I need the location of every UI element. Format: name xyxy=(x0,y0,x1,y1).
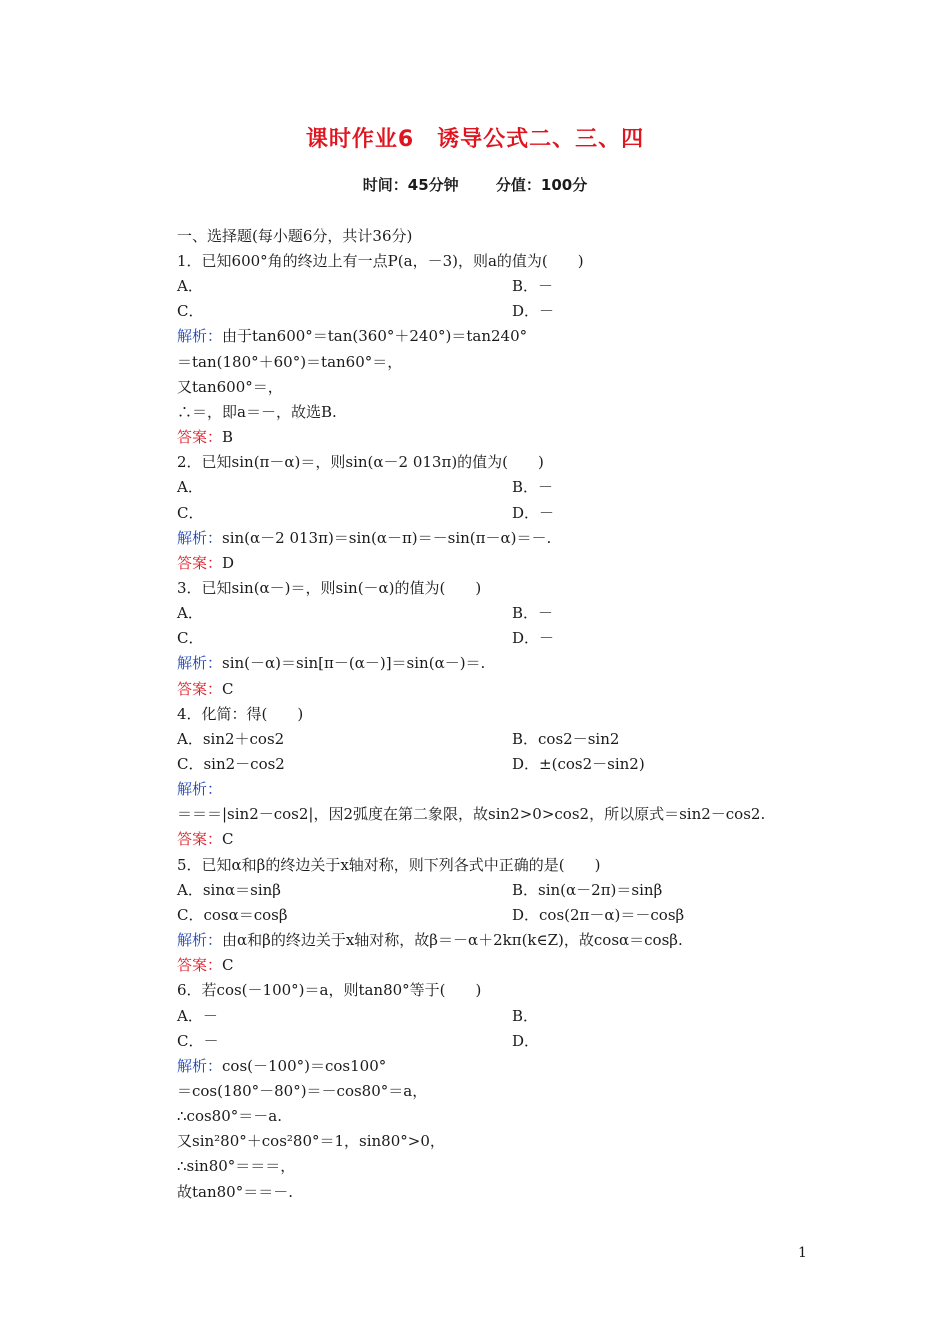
option-right: B．－ xyxy=(512,277,554,295)
time-limit: 时间：45分钟 xyxy=(362,176,459,194)
option-right: D．－ xyxy=(512,504,555,522)
line-text: A． xyxy=(177,604,203,622)
line-text: cos(－100°)＝cos100° xyxy=(222,1057,387,1075)
analysis-line xyxy=(177,928,683,953)
answer-label: 答案： xyxy=(177,830,223,848)
line-text: 3．已知sin(α－)＝，则sin(－α)的值为( ) xyxy=(177,579,482,597)
answer-line xyxy=(177,677,234,702)
analysis-line xyxy=(177,324,527,349)
line-text: C xyxy=(222,830,234,848)
line-text: ∴＝，即a＝－，故选B. xyxy=(177,403,337,421)
option-right: D．±(cos2－sin2) xyxy=(512,755,645,773)
text-line xyxy=(177,576,481,601)
option-right: B．sin(α－2π)＝sinβ xyxy=(512,881,663,899)
text-line xyxy=(177,802,765,827)
text-line xyxy=(177,400,337,425)
line-text: 6．若cos(－100°)＝a，则tan80°等于( ) xyxy=(177,981,482,999)
total-score: 分值：100分 xyxy=(495,176,588,194)
line-text: C． xyxy=(177,504,204,522)
line-text: C． xyxy=(177,302,204,320)
text-line xyxy=(177,274,203,299)
line-text: ＝tan(180°＋60°)＝tan60°＝， xyxy=(177,353,403,371)
line-text: A． xyxy=(177,478,203,496)
option-right: B． xyxy=(512,1007,539,1025)
line-text: 又tan600°＝， xyxy=(177,378,283,396)
option-right: D．－ xyxy=(512,302,555,320)
line-text: ∴cos80°＝－a. xyxy=(177,1107,282,1125)
line-text: A．－ xyxy=(177,1007,218,1025)
text-line xyxy=(177,299,203,324)
text-line xyxy=(177,626,203,651)
analysis-line xyxy=(177,651,485,676)
answer-line xyxy=(177,551,234,576)
line-text: 4．化简：得( ) xyxy=(177,705,304,723)
line-text: 由于tan600°＝tan(360°＋240°)＝tan240° xyxy=(222,327,528,345)
line-text: A．sinα＝sinβ xyxy=(177,881,281,899)
analysis-label: 解析： xyxy=(177,327,223,345)
answer-line xyxy=(177,827,234,852)
line-text: C．cosα＝cosβ xyxy=(177,906,288,924)
document-subtitle xyxy=(0,174,950,195)
line-text: C．sin2－cos2 xyxy=(177,755,285,773)
line-text: sin(－α)＝sin[π－(α－)]＝sin(α－)＝. xyxy=(222,654,486,672)
analysis-label: 解析： xyxy=(177,529,223,547)
line-text: A． xyxy=(177,277,203,295)
line-text: 5．已知α和β的终边关于x轴对称，则下列各式中正确的是( ) xyxy=(177,856,601,874)
option-right: B．－ xyxy=(512,604,554,622)
text-line xyxy=(177,450,544,475)
page-number: 1 xyxy=(798,1245,807,1261)
option-right: D．cos(2π－α)＝－cosβ xyxy=(512,906,685,924)
text-line xyxy=(177,249,584,274)
option-right: D．－ xyxy=(512,629,555,647)
analysis-label: 解析： xyxy=(177,780,223,798)
answer-label: 答案： xyxy=(177,680,223,698)
text-line xyxy=(177,878,281,903)
text-line xyxy=(177,375,283,400)
option-right: D． xyxy=(512,1032,540,1050)
line-text: 2．已知sin(π－α)＝，则sin(α－2 013π)的值为( ) xyxy=(177,453,544,471)
analysis-line xyxy=(177,526,551,551)
line-text: C． xyxy=(177,629,204,647)
text-line xyxy=(177,1129,445,1154)
text-line xyxy=(177,702,303,727)
line-text: 又sin²80°＋cos²80°＝1，sin80°>0， xyxy=(177,1132,445,1150)
analysis-label: 解析： xyxy=(177,654,223,672)
analysis-line xyxy=(177,777,222,802)
option-right: B．－ xyxy=(512,478,554,496)
text-line xyxy=(177,1180,293,1205)
answer-line xyxy=(177,425,233,450)
text-line xyxy=(177,501,203,526)
text-line xyxy=(177,1029,218,1054)
text-line xyxy=(177,475,203,500)
option-right: B．cos2－sin2 xyxy=(512,730,620,748)
text-line xyxy=(177,601,203,626)
line-text: ＝＝＝|sin2－cos2|，因2弧度在第二象限，故sin2>0>cos2，所以原式＝sin2－cos2. xyxy=(177,805,766,823)
text-line xyxy=(177,978,481,1003)
line-text: C．－ xyxy=(177,1032,219,1050)
text-line xyxy=(177,1079,427,1104)
line-text: A．sin2＋cos2 xyxy=(177,730,285,748)
line-text: ＝cos(180°－80°)＝－cos80°＝a， xyxy=(177,1082,428,1100)
section-heading: 一、选择题(每小题6分，共计36分) xyxy=(177,227,413,245)
line-text: ∴sin80°＝＝＝， xyxy=(177,1157,296,1175)
text-line xyxy=(177,1104,282,1129)
line-text: 由α和β的终边关于x轴对称，故β＝－α＋2kπ(k∈Z)，故cosα＝cosβ. xyxy=(222,931,683,949)
line-text: sin(α－2 013π)＝sin(α－π)＝－sin(π－α)＝－. xyxy=(222,529,552,547)
analysis-label: 解析： xyxy=(177,931,223,949)
text-line xyxy=(177,727,284,752)
text-line xyxy=(177,350,402,375)
text-line xyxy=(177,903,288,928)
line-text: B xyxy=(222,428,234,446)
text-line xyxy=(177,853,601,878)
text-line xyxy=(177,1154,295,1179)
line-text: 故tan80°＝＝－. xyxy=(177,1183,293,1201)
line-text: C xyxy=(222,680,234,698)
text-line xyxy=(177,1004,218,1029)
answer-label: 答案： xyxy=(177,956,223,974)
analysis-label: 解析： xyxy=(177,1057,223,1075)
analysis-line xyxy=(177,1054,386,1079)
text-line xyxy=(177,752,285,777)
line-text: C xyxy=(222,956,234,974)
line-text: D xyxy=(222,554,235,572)
document-title: 课时作业6 诱导公式二、三、四 xyxy=(305,127,645,152)
answer-label: 答案： xyxy=(177,428,223,446)
line-text: 1．已知600°角的终边上有一点P(a，－3)，则a的值为( ) xyxy=(177,252,584,270)
answer-label: 答案： xyxy=(177,554,223,572)
answer-line xyxy=(177,953,234,978)
